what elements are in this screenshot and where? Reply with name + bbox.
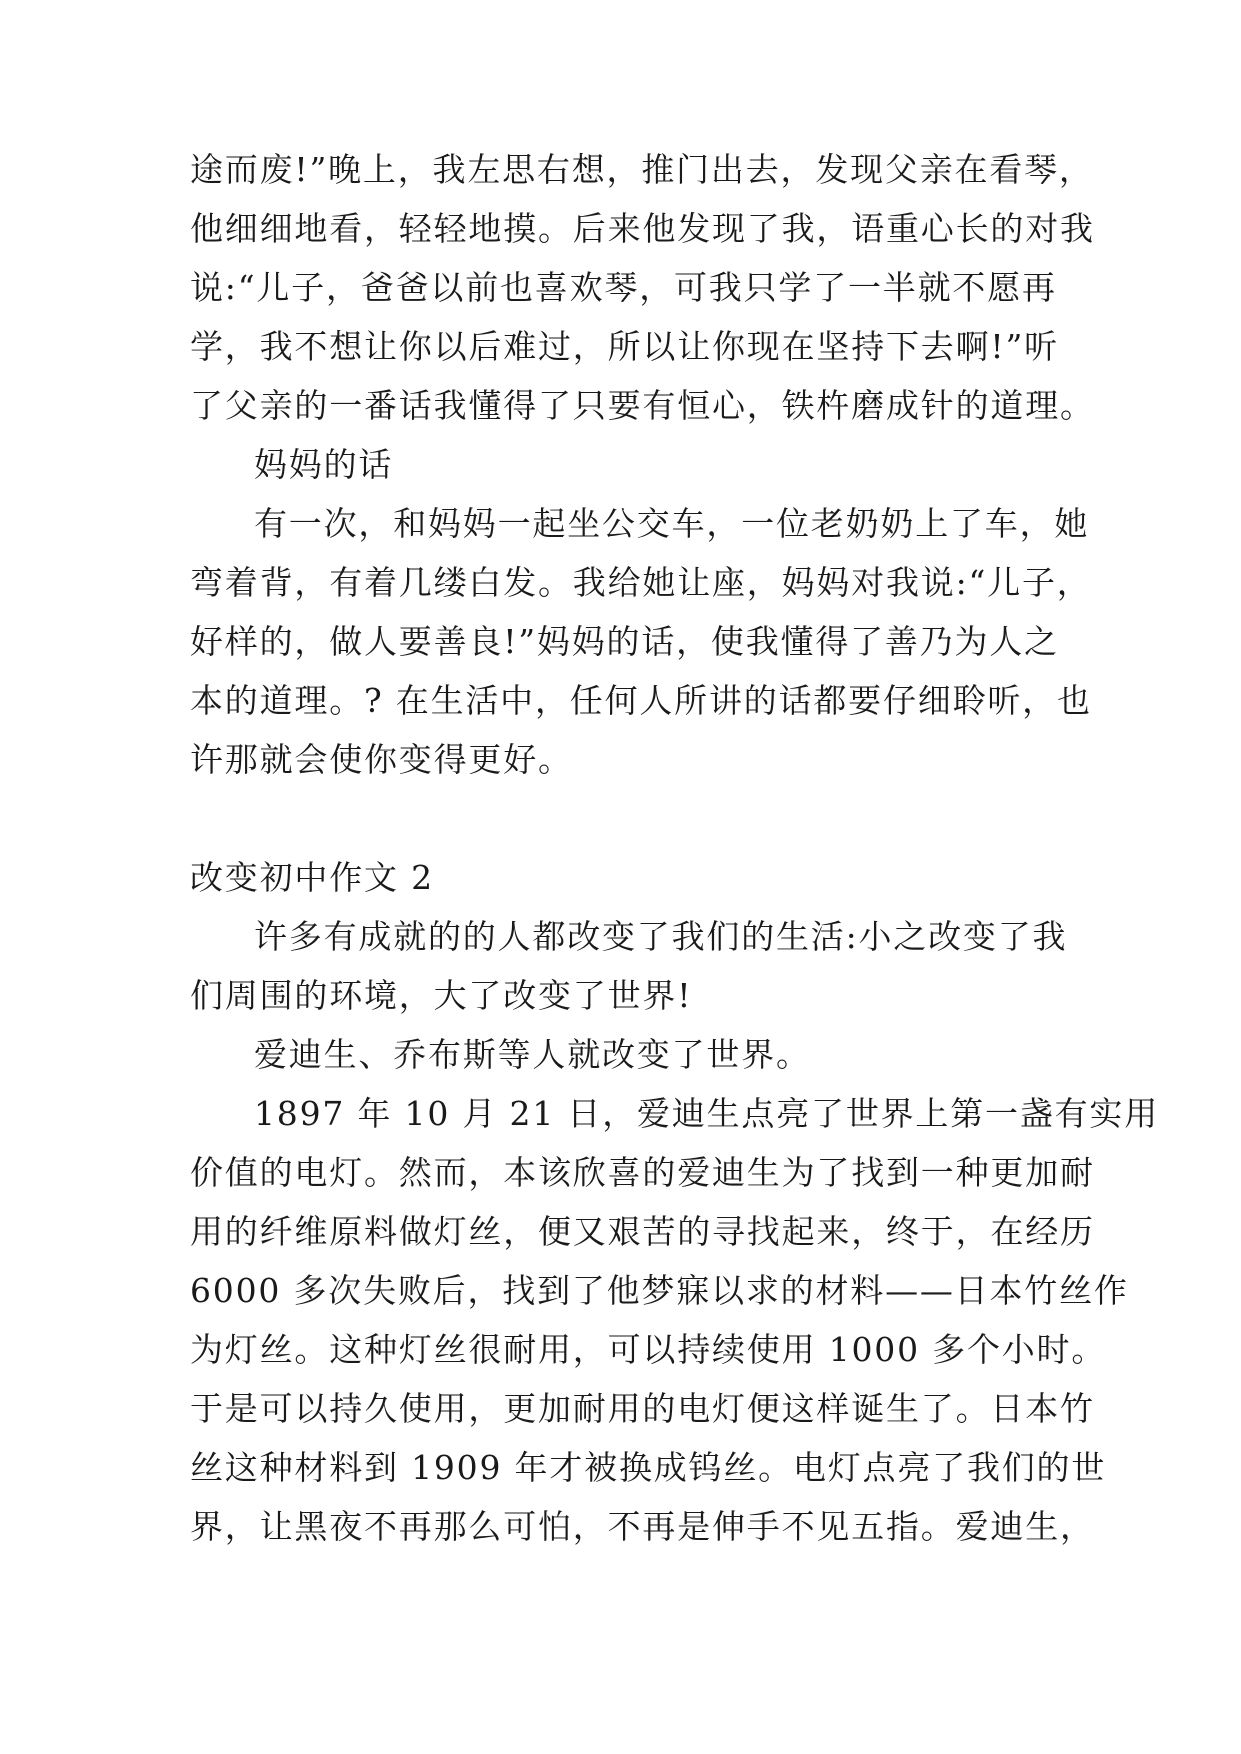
text-line: 价值的电灯。然而，本该欣喜的爱迪生为了找到一种更加耐 <box>190 1153 1095 1192</box>
text-line: 于是可以持久使用，更加耐用的电灯便这样诞生了。日本竹 <box>190 1389 1095 1428</box>
text-line: 用的纤维原料做灯丝，便又艰苦的寻找起来，终于，在经历 <box>190 1212 1095 1251</box>
text-line: 许那就会使你变得更好。 <box>190 740 573 779</box>
paragraph-first-line: 许多有成就的的人都改变了我们的生活:小之改变了我 <box>254 917 1068 956</box>
text-line: 弯着背，有着几缕白发。我给她让座，妈妈对我说:“儿子， <box>190 563 1092 602</box>
text-line: 途而废!”晚上，我左思右想，推门出去，发现父亲在看琴， <box>190 150 1094 189</box>
text-line: 丝这种材料到 1909 年才被换成钨丝。电灯点亮了我们的世 <box>190 1448 1107 1487</box>
paragraph-first-line: 有一次，和妈妈一起坐公交车，一位老奶奶上了车，她 <box>254 504 1090 543</box>
section-heading: 妈妈的话 <box>254 445 394 484</box>
text-line: 他细细地看，轻轻地摸。后来他发现了我，语重心长的对我 <box>190 209 1095 248</box>
paragraph-first-line: 爱迪生、乔布斯等人就改变了世界。 <box>254 1035 811 1074</box>
text-line: 为灯丝。这种灯丝很耐用，可以持续使用 1000 多个小时。 <box>190 1330 1107 1369</box>
text-line: 了父亲的一番话我懂得了只要有恒心，铁杵磨成针的道理。 <box>190 386 1095 425</box>
text-line: 说:“儿子，爸爸以前也喜欢琴，可我只学了一半就不愿再 <box>190 268 1057 307</box>
text-line: 界，让黑夜不再那么可怕，不再是伸手不见五指。爱迪生， <box>190 1507 1095 1546</box>
text-line: 本的道理。? 在生活中，任何人所讲的话都要仔细聆听，也 <box>190 681 1092 720</box>
paragraph-first-line: 1897 年 10 月 21 日，爱迪生点亮了世界上第一盏有实用 <box>254 1094 1160 1133</box>
text-line: 们周围的环境，大了改变了世界! <box>190 976 693 1015</box>
text-line: 学，我不想让你以后难过，所以让你现在坚持下去啊!”听 <box>190 327 1059 366</box>
article-title: 改变初中作文 2 <box>190 858 434 897</box>
text-line: 6000 多次失败后，找到了他梦寐以求的材料——日本竹丝作 <box>190 1271 1129 1310</box>
text-line: 好样的，做人要善良!”妈妈的话，使我懂得了善乃为人之 <box>190 622 1059 661</box>
